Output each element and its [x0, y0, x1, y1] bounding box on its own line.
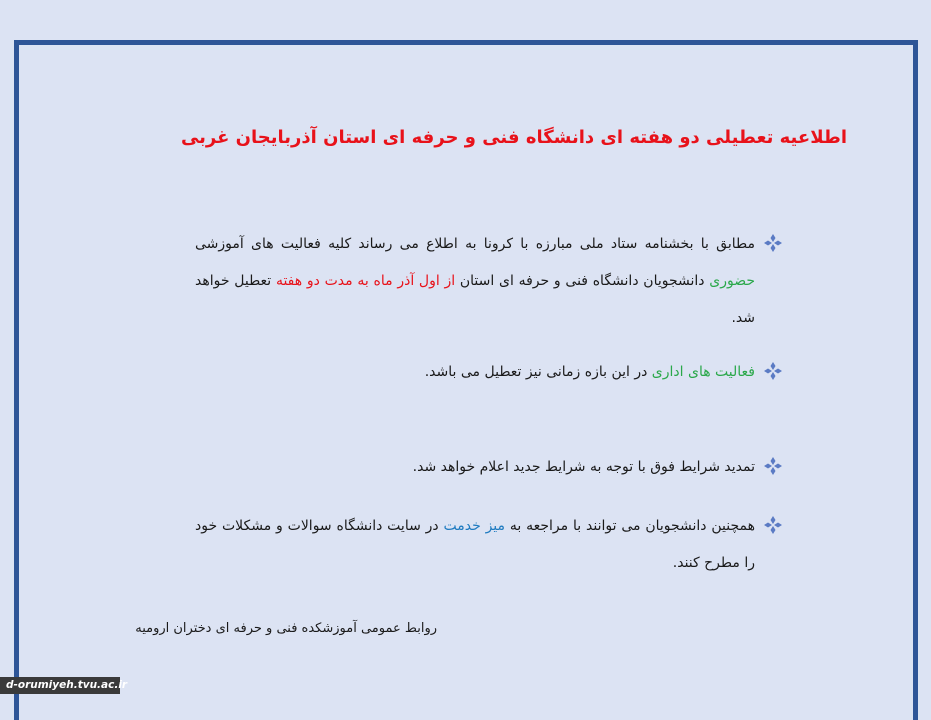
item-2-highlight-admin: فعالیت های اداری: [651, 364, 755, 380]
site-watermark: d-orumiyeh.tvu.ac.ir: [0, 677, 120, 694]
announcement-item-4: [195, 508, 755, 582]
diamond-bullet-icon: [763, 361, 783, 381]
item-2-text-a: در این بازه زمانی نیز تعطیل می باشد.: [424, 364, 652, 380]
item-4-highlight-service-desk: میز خدمت: [443, 518, 506, 534]
item-4-text-a: همچنین دانشجویان می توانند با مراجعه به: [505, 518, 756, 534]
announcement-item-2: [195, 354, 755, 391]
announcement-item-3: [195, 449, 755, 486]
item-3-text-a: تمدید شرایط فوق با توجه به شرایط جدید اعلام خواهد شد.: [412, 459, 755, 475]
item-1-text-b: دانشجویان دانشگاه فنی و حرفه ای استان: [455, 273, 710, 289]
item-1-text-a: مطابق با بخشنامه ستاد ملی مبارزه با کرونا به اطلاع می رساند کلیه فعالیت های آموزشی: [195, 236, 755, 252]
diamond-bullet-icon: [763, 456, 783, 476]
announcement-item-1: [195, 226, 755, 337]
item-4-text-b: در سایت دانشگاه سوالات و مشکلات خود را مطرح کنند.: [195, 518, 755, 571]
diamond-bullet-icon: [763, 515, 783, 535]
item-1-highlight-in-person: حضوری: [709, 273, 755, 289]
item-1-text-c: تعطیل خواهد شد.: [195, 273, 755, 326]
diamond-bullet-icon: [763, 233, 783, 253]
announcement-title: اطلاعیه تعطیلی دو هفته ای دانشگاه فنی و حرفه ای استان آذربایجان غربی: [180, 127, 847, 148]
signature: روابط عمومی آموزشکده فنی و حرفه ای دختران ارومیه: [135, 621, 437, 636]
item-1-highlight-date: از اول آذر ماه به مدت دو هفته: [275, 273, 456, 289]
